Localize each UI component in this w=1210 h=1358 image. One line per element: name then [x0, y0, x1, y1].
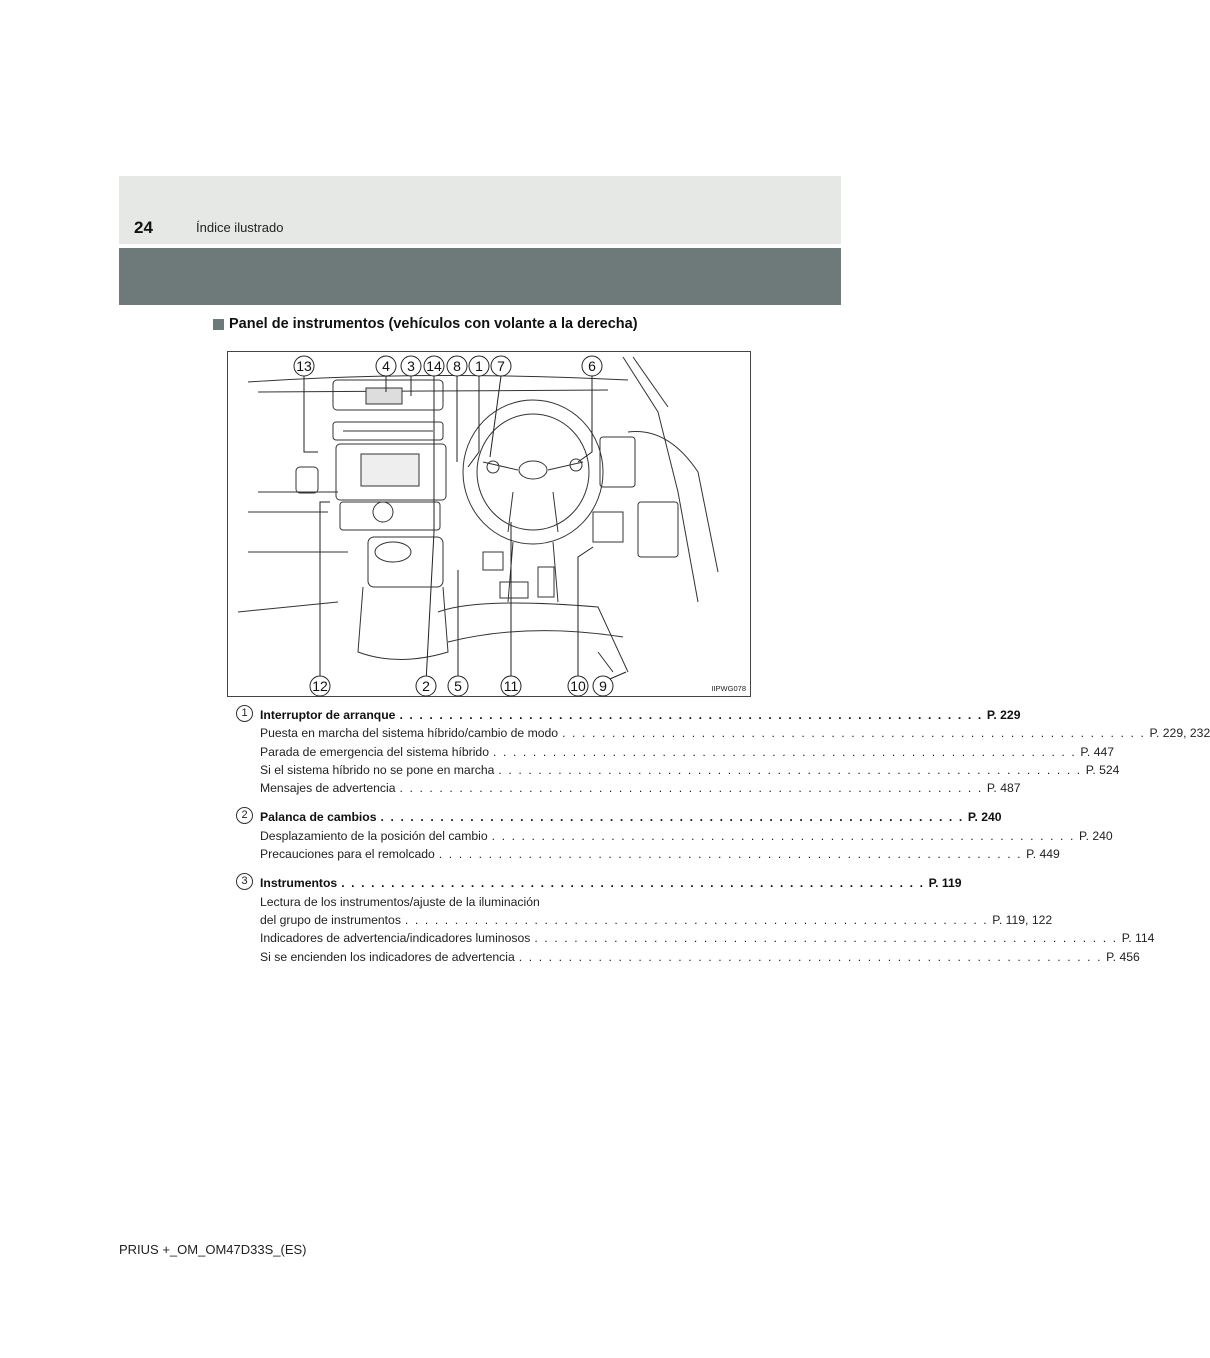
dot-leader: . . . . . . . . . . . . . . . . . . . . . . . . . . . . . . . . . . . . . . . . . . . . . . . . . . . . . . . . . . . [399, 708, 983, 722]
item-list [236, 706, 1210, 977]
header-banner [119, 248, 841, 305]
dot-leader: . . . . . . . . . . . . . . . . . . . . . . . . . . . . . . . . . . . . . . . . . . . . . . . . . . . . . . . . . . . [534, 931, 1118, 946]
list-item [236, 808, 1113, 863]
footer-doc-id: PRIUS +_OM_OM47D33S_(ES) [119, 1242, 307, 1257]
entry-text: Indicadores de advertencia/indicadores luminosos [260, 931, 531, 946]
dot-leader: . . . . . . . . . . . . . . . . . . . . . . . . . . . . . . . . . . . . . . . . . . . . . . . . . . . . . . . . . . . [380, 810, 964, 825]
page-reference: P. 240 [967, 810, 1002, 825]
page-reference: P. 524 [1085, 762, 1120, 777]
callout-labels [294, 356, 613, 696]
item-subentry [260, 761, 1120, 779]
callout-label: 2 [422, 678, 430, 694]
page-reference: P. 449 [1026, 847, 1060, 862]
item-number: 2 [236, 807, 253, 824]
subheading-text: Panel de instrumentos (vehículos con volante a la derecha) [229, 316, 638, 332]
item-subentry [260, 779, 1021, 797]
entry-text: Lectura de los instrumentos/ajuste de la iluminación [260, 894, 540, 909]
item-title [260, 874, 962, 892]
item-subentry [260, 724, 1210, 742]
section-title: Índice ilustrado [196, 220, 284, 235]
callout-label: 14 [426, 358, 442, 374]
page-reference: P. 487 [986, 781, 1021, 796]
figure-code: IIPWG078 [711, 684, 746, 693]
subheading [213, 316, 638, 332]
item-number: 1 [236, 705, 253, 722]
item-number: 3 [236, 873, 253, 890]
item-subentry [260, 911, 1053, 929]
dot-leader: . . . . . . . . . . . . . . . . . . . . . . . . . . . . . . . . . . . . . . . . . . . . . . . . . . . . . . . . . . . [341, 876, 925, 891]
item-subentry [260, 743, 1115, 761]
item-subentry [260, 948, 1140, 966]
entry-text: Mensajes de advertencia [260, 781, 396, 796]
callout-label: 10 [570, 678, 586, 694]
dot-leader: . . . . . . . . . . . . . . . . . . . . . . . . . . . . . . . . . . . . . . . . . . . . . . . . . . . . . . . . . . . [518, 949, 1103, 964]
callout-label: 9 [599, 678, 607, 694]
dot-leader: . . . . . . . . . . . . . . . . . . . . . . . . . . . . . . . . . . . . . . . . . . . . . . . . . . . . . . . . . . . [491, 828, 1076, 843]
entry-text: Palanca de cambios [260, 810, 377, 825]
callout-label: 6 [588, 358, 596, 374]
entry-text: Precauciones para el remolcado [260, 847, 435, 862]
item-title [260, 706, 1021, 724]
dot-leader: . . . . . . . . . . . . . . . . . . . . . . . . . . . . . . . . . . . . . . . . . . . . . . . . . . . . . . . . . . . [498, 762, 1082, 777]
page-reference: P. 229, 232 [1149, 726, 1210, 741]
item-subentry [260, 929, 1155, 947]
callout-label: 4 [382, 358, 390, 374]
entry-text: Instrumentos [260, 876, 338, 891]
callout-label: 8 [453, 358, 461, 374]
dot-leader: . . . . . . . . . . . . . . . . . . . . . . . . . . . . . . . . . . . . . . . . . . . . . . . . . . . . . . . . . . . [438, 847, 1023, 862]
list-item [236, 874, 1155, 965]
callout-label: 1 [475, 358, 483, 374]
page-reference: P. 456 [1106, 949, 1140, 964]
dot-leader: . . . . . . . . . . . . . . . . . . . . . . . . . . . . . . . . . . . . . . . . . . . . . . . . . . . . . . . . . . . [404, 912, 989, 927]
dot-leader: . . . . . . . . . . . . . . . . . . . . . . . . . . . . . . . . . . . . . . . . . . . . . . . . . . . . . . . . . . . [562, 726, 1146, 741]
page-reference: P. 119 [928, 876, 962, 891]
item-subentry [260, 827, 1113, 845]
page-reference: P. 229 [986, 708, 1021, 722]
entry-text: Interruptor de arranque [260, 708, 396, 722]
page-number: 24 [134, 218, 153, 237]
item-subentry [260, 845, 1060, 863]
dashboard-drawing [228, 352, 750, 696]
page-header [119, 176, 841, 244]
entry-text: Si el sistema híbrido no se pone en marcha [260, 762, 495, 777]
item-title [260, 808, 1002, 826]
callout-label: 12 [312, 678, 328, 694]
item-subentry [260, 893, 722, 911]
callout-label: 7 [497, 358, 505, 374]
dot-leader: . . . . . . . . . . . . . . . . . . . . . . . . . . . . . . . . . . . . . . . . . . . . . . . . . . . . . . . . . . . [399, 781, 983, 796]
entry-text: Parada de emergencia del sistema híbrido [260, 744, 489, 759]
callout-label: 11 [503, 678, 519, 694]
square-bullet-icon [213, 319, 224, 330]
page-reference: P. 447 [1080, 744, 1115, 759]
page-reference: P. 114 [1121, 931, 1155, 946]
entry-text: Si se encienden los indicadores de advertencia [260, 949, 515, 964]
dot-leader: . . . . . . . . . . . . . . . . . . . . . . . . . . . . . . . . . . . . . . . . . . . . . . . . . . . . . . . . . . . [493, 744, 1077, 759]
page-reference: P. 240 [1079, 828, 1113, 843]
entry-text: del grupo de instrumentos [260, 912, 401, 927]
callout-label: 13 [296, 358, 312, 374]
callout-label: 3 [407, 358, 415, 374]
entry-text: Desplazamiento de la posición del cambio [260, 828, 488, 843]
callout-label: 5 [454, 678, 462, 694]
list-item [236, 706, 1210, 797]
entry-text: Puesta en marcha del sistema híbrido/cambio de modo [260, 726, 559, 741]
page-reference: P. 119, 122 [992, 912, 1053, 927]
dashboard-illustration [227, 351, 751, 697]
